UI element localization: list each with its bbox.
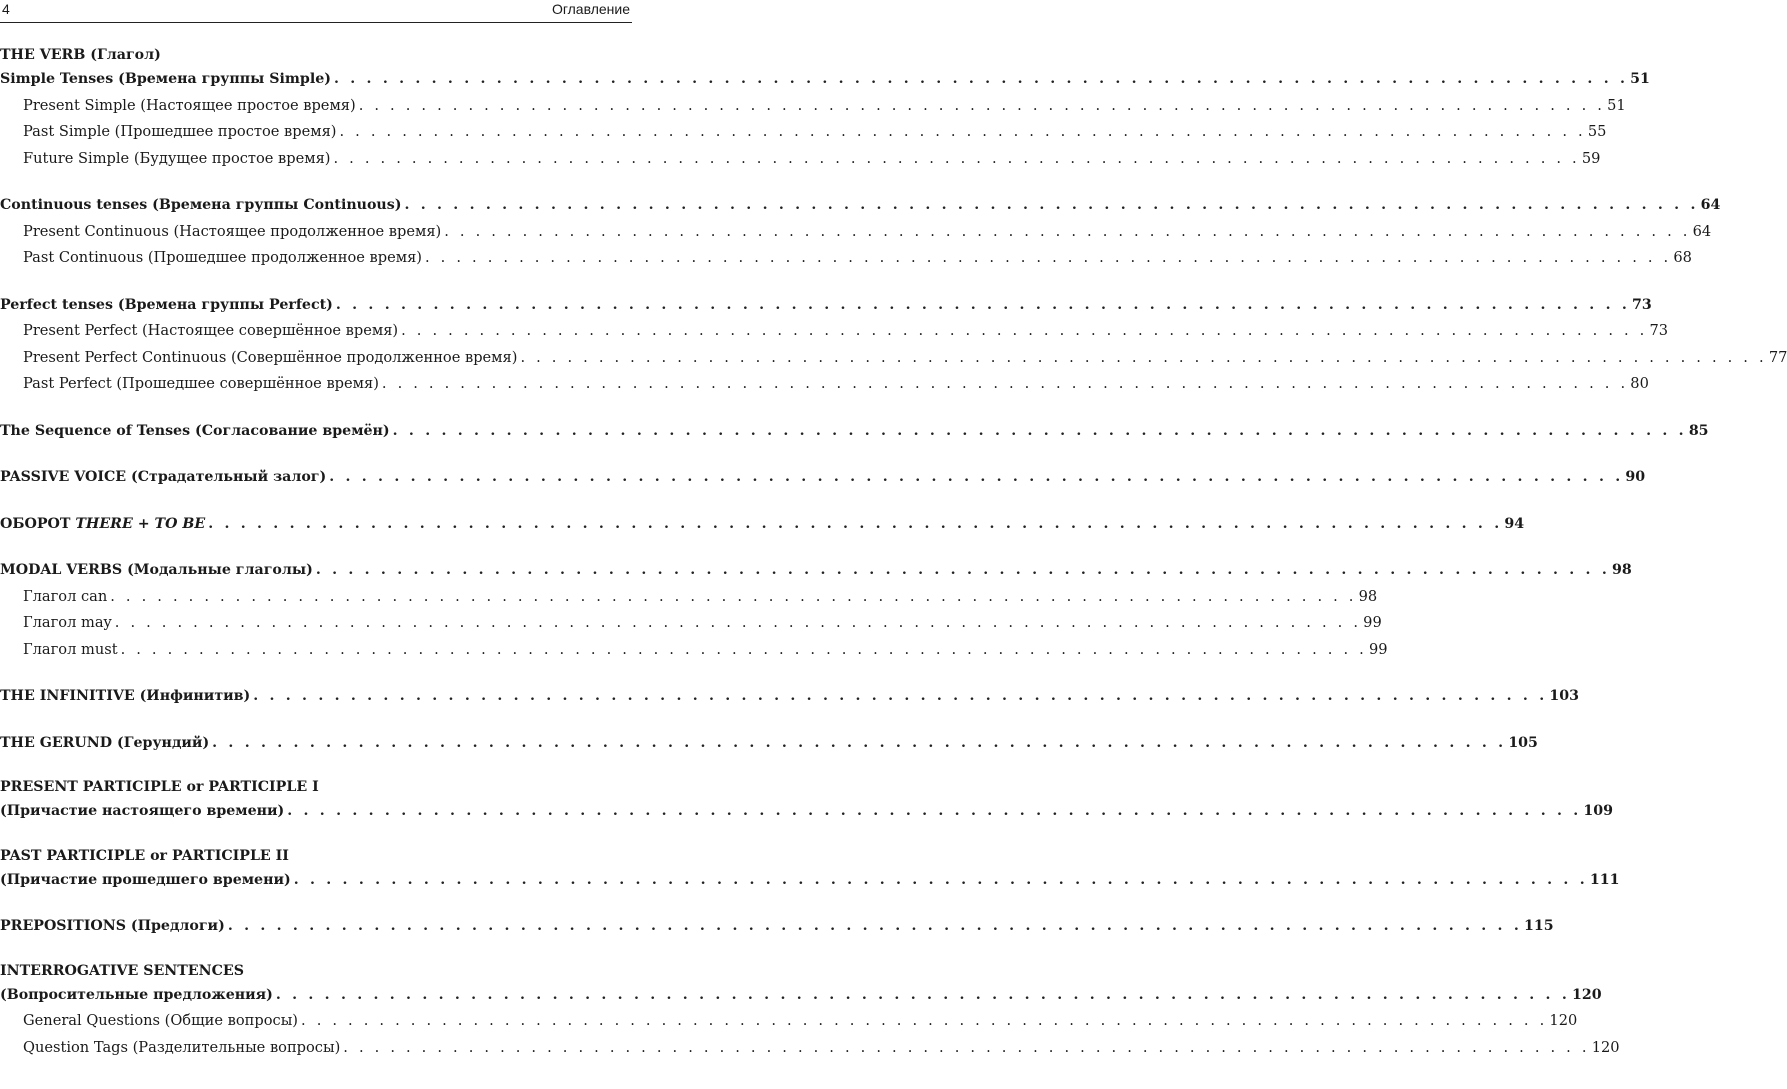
dot-leader: . . . . . . . . . . . . . . . . . . . . . . . . . . . . . . . . . . . . . . . . . . . . . . . . . . . . . . . . . . . . . . . . . . . . . . . . . . . . . . . . (208, 515, 1503, 532)
toc-entry-future-simple[interactable]: Future Simple (Будущее простое время) . . . . . . . . . . . . . . . . . . . . . . . . . . . . . . . . . . . . . . . . . . . . . . . . . . . . . . . . . . . . . . . . . . . . . . . . . . . . . . . . 59 (0, 146, 632, 173)
page-ref: 80 (1630, 375, 1649, 392)
page-ref: 111 (1589, 871, 1620, 888)
page-ref: 55 (1587, 123, 1607, 140)
dot-leader: . . . . . . . . . . . . . . . . . . . . . . . . . . . . . . . . . . . . . . . . . . . . . . . . . . . . . . . . . . . . . . . . . . . . . . . . . . . . . . . . (287, 803, 1582, 819)
dot-leader: . . . . . . . . . . . . . . . . . . . . . . . . . . . . . . . . . . . . . . . . . . . . . . . . . . . . . . . . . . . . . . . . . . . . . . . . . . . . . . . . (392, 422, 1687, 439)
page-ref: 64 (1692, 222, 1712, 240)
dot-leader: . . . . . . . . . . . . . . . . . . . . . . . . . . . . . . . . . . . . . . . . . . . . . . . . . . . . . . . . . . . . . . . . . . . . . . . . . . . . . . . . (404, 197, 1699, 213)
dot-leader: . . . . . . . . . . . . . . . . . . . . . . . . . . . . . . . . . . . . . . . . . . . . . . . . . . . . . . . . . . . . . . . . . . . . . . . . . . . . . . . . (381, 375, 1629, 392)
toc-entry-present-perfect[interactable]: Present Perfect (Настоящее совершённое время) . . . . . . . . . . . . . . . . . . . . . . . . . . . . . . . . . . . . . . . . . . . . . . . . . . . . . . . . . . . . . . . . . . . . . . . . . . . . . . . . 73 (0, 318, 632, 345)
page-ref: 77 (1768, 348, 1787, 366)
toc-entry-past-perfect[interactable]: Past Perfect (Прошедшее совершённое время) . . . . . . . . . . . . . . . . . . . . . . . . . . . . . . . . . . . . . . . . . . . . . . . . . . . . . . . . . . . . . . . . . . . . . . . . . . . . . . . . 80 (0, 371, 632, 398)
table-of-contents (0, 44, 1787, 1061)
page-ref: 103 (1549, 688, 1579, 704)
toc-heading-verb: THE VERB (Глагол) (0, 47, 161, 63)
dot-leader: . . . . . . . . . . . . . . . . . . . . . . . . . . . . . . . . . . . . . . . . . . . . . . . . . . . . . . . . . . . . . . . . . . . . . . . . . . . . . . . . (301, 1012, 1548, 1029)
dot-leader: . . . . . . . . . . . . . . . . . . . . . . . . . . . . . . . . . . . . . . . . . . . . . . . . . . . . . . . . . . . . . . . . . . . . . . . . . . . . . . . . (520, 348, 1767, 366)
toc-entry-continuous-tenses[interactable]: Continuous tenses (Времена группы Continuous) . . . . . . . . . . . . . . . . . . . . . . . . . . . . . . . . . . . . . . . . . . . . . . . . . . . . . . . . . . . . . . . . . . . . . . . . . . . . . . . . 64 (0, 192, 632, 219)
toc-entry-present-simple[interactable]: Present Simple (Настоящее простое время) . . . . . . . . . . . . . . . . . . . . . . . . . . . . . . . . . . . . . . . . . . . . . . . . . . . . . . . . . . . . . . . . . . . . . . . . . . . . . . . . 51 (0, 93, 632, 120)
toc-entry-gerund[interactable]: THE GERUND (Герундий) . . . . . . . . . . . . . . . . . . . . . . . . . . . . . . . . . . . . . . . . . . . . . . . . . . . . . . . . . . . . . . . . . . . . . . . . . . . . . . . . 105 (0, 730, 632, 757)
oborot-italic: THERE + TO BE (75, 515, 206, 532)
dot-leader: . . . . . . . . . . . . . . . . . . . . . . . . . . . . . . . . . . . . . . . . . . . . . . . . . . . . . . . . . . . . . . . . . . . . . . . . . . . . . . . . (293, 871, 1588, 888)
toc-entry-participle-two[interactable]: (Причастие прошедшего времени) . . . . . . . . . . . . . . . . . . . . . . . . . . . . . . . . . . . . . . . . . . . . . . . . . . . . . . . . . . . . . . . . . . . . . . . . . . . . . . . . 111 (0, 867, 632, 894)
dot-leader: . . . . . . . . . . . . . . . . . . . . . . . . . . . . . . . . . . . . . . . . . . . . . . . . . . . . . . . . . . . . . . . . . . . . . . . . . . . . . . . . (358, 96, 1606, 114)
toc-heading-interrogative: INTERROGATIVE SENTENCES (0, 962, 244, 979)
toc-entry-question-tags[interactable]: Question Tags (Разделительные вопросы) . . . . . . . . . . . . . . . . . . . . . . . . . . . . . . . . . . . . . . . . . . . . . . . . . . . . . . . . . . . . . . . . . . . . . . . . . . . . . . . . 120 (0, 1035, 632, 1062)
page-ref: 94 (1504, 515, 1525, 532)
toc-entry-must[interactable]: Глагол must . . . . . . . . . . . . . . . . . . . . . . . . . . . . . . . . . . . . . . . . . . . . . . . . . . . . . . . . . . . . . . . . . . . . . . . . . . . . . . . . 99 (0, 637, 632, 664)
dot-leader: . . . . . . . . . . . . . . . . . . . . . . . . . . . . . . . . . . . . . . . . . . . . . . . . . . . . . . . . . . . . . . . . . . . . . . . . . . . . . . . . (339, 123, 1586, 140)
toc-entry-prepositions[interactable]: PREPOSITIONS (Предлоги) . . . . . . . . . . . . . . . . . . . . . . . . . . . . . . . . . . . . . . . . . . . . . . . . . . . . . . . . . . . . . . . . . . . . . . . . . . . . . . . . 115 (0, 913, 632, 940)
dot-leader: . . . . . . . . . . . . . . . . . . . . . . . . . . . . . . . . . . . . . . . . . . . . . . . . . . . . . . . . . . . . . . . . . . . . . . . . . . . . . . . . (335, 296, 1631, 313)
toc-entry-past-continuous[interactable]: Past Continuous (Прошедшее продолженное время) . . . . . . . . . . . . . . . . . . . . . . . . . . . . . . . . . . . . . . . . . . . . . . . . . . . . . . . . . . . . . . . . . . . . . . . . . . . . . . . . 68 (0, 245, 632, 272)
page-ref: 90 (1625, 469, 1646, 485)
page-ref: 68 (1673, 249, 1692, 266)
toc-entry-perfect-tenses[interactable]: Perfect tenses (Времена группы Perfect) . . . . . . . . . . . . . . . . . . . . . . . . . . . . . . . . . . . . . . . . . . . . . . . . . . . . . . . . . . . . . . . . . . . . . . . . . . . . . . . . 73 (0, 292, 632, 319)
dot-leader: . . . . . . . . . . . . . . . . . . . . . . . . . . . . . . . . . . . . . . . . . . . . . . . . . . . . . . . . . . . . . . . . . . . . . . . . . . . . . . . . (275, 986, 1570, 1003)
toc-entry-can[interactable]: Глагол can . . . . . . . . . . . . . . . . . . . . . . . . . . . . . . . . . . . . . . . . . . . . . . . . . . . . . . . . . . . . . . . . . . . . . . . . . . . . . . . . 98 (0, 584, 632, 611)
page-ref: 73 (1632, 296, 1652, 313)
dot-leader: . . . . . . . . . . . . . . . . . . . . . . . . . . . . . . . . . . . . . . . . . . . . . . . . . . . . . . . . . . . . . . . . . . . . . . . . . . . . . . . . (444, 222, 1691, 240)
toc-entry-present-perfect-continuous[interactable]: Present Perfect Continuous (Совершённое продолженное время) . . . . . . . . . . . . . . . . . . . . . . . . . . . . . . . . . . . . . . . . . . . . . . . . . . . . . . . . . . . . . . . . . . . . . . . . . . . . . . . . 77 (0, 345, 632, 372)
dot-leader: . . . . . . . . . . . . . . . . . . . . . . . . . . . . . . . . . . . . . . . . . . . . . . . . . . . . . . . . . . . . . . . . . . . . . . . . . . . . . . . . (333, 71, 1629, 87)
page-ref: 85 (1688, 422, 1709, 439)
page-ref: 64 (1700, 197, 1721, 213)
page-header (0, 0, 632, 23)
page-ref: 115 (1523, 918, 1554, 934)
toc-entry-interrogative[interactable]: (Вопросительные предложения) . . . . . . . . . . . . . . . . . . . . . . . . . . . . . . . . . . . . . . . . . . . . . . . . . . . . . . . . . . . . . . . . . . . . . . . . . . . . . . . . 120 (0, 982, 632, 1009)
toc-entry-present-continuous[interactable]: Present Continuous (Настоящее продолженное время) . . . . . . . . . . . . . . . . . . . . . . . . . . . . . . . . . . . . . . . . . . . . . . . . . . . . . . . . . . . . . . . . . . . . . . . . . . . . . . . . 64 (0, 219, 632, 246)
dot-leader: . . . . . . . . . . . . . . . . . . . . . . . . . . . . . . . . . . . . . . . . . . . . . . . . . . . . . . . . . . . . . . . . . . . . . . . . . . . . . . . . (120, 640, 1367, 658)
page-ref: 98 (1611, 562, 1632, 578)
toc-entry-infinitive[interactable]: THE INFINITIVE (Инфинитив) . . . . . . . . . . . . . . . . . . . . . . . . . . . . . . . . . . . . . . . . . . . . . . . . . . . . . . . . . . . . . . . . . . . . . . . . . . . . . . . . 103 (0, 683, 632, 710)
dot-leader: . . . . . . . . . . . . . . . . . . . . . . . . . . . . . . . . . . . . . . . . . . . . . . . . . . . . . . . . . . . . . . . . . . . . . . . . . . . . . . . . (329, 469, 1624, 485)
page-ref: 105 (1508, 734, 1538, 751)
dot-leader: . . . . . . . . . . . . . . . . . . . . . . . . . . . . . . . . . . . . . . . . . . . . . . . . . . . . . . . . . . . . . . . . . . . . . . . . . . . . . . . . (401, 322, 1648, 339)
dot-leader: . . . . . . . . . . . . . . . . . . . . . . . . . . . . . . . . . . . . . . . . . . . . . . . . . . . . . . . . . . . . . . . . . . . . . . . . . . . . . . . . (343, 1038, 1590, 1056)
toc-entry-simple-tenses[interactable]: Simple Tenses (Времена группы Simple) . . . . . . . . . . . . . . . . . . . . . . . . . . . . . . . . . . . . . . . . . . . . . . . . . . . . . . . . . . . . . . . . . . . . . . . . . . . . . . . . 51 (0, 66, 632, 93)
dot-leader: . . . . . . . . . . . . . . . . . . . . . . . . . . . . . . . . . . . . . . . . . . . . . . . . . . . . . . . . . . . . . . . . . . . . . . . . . . . . . . . . (253, 688, 1548, 704)
toc-entry-modal-verbs[interactable]: MODAL VERBS (Модальные глаголы) . . . . . . . . . . . . . . . . . . . . . . . . . . . . . . . . . . . . . . . . . . . . . . . . . . . . . . . . . . . . . . . . . . . . . . . . . . . . . . . . 98 (0, 557, 632, 584)
oborot-prefix: ОБОРОТ (0, 515, 76, 532)
page-ref: 51 (1607, 96, 1626, 114)
toc-entry-passive-voice[interactable]: PASSIVE VOICE (Страдательный залог) . . . . . . . . . . . . . . . . . . . . . . . . . . . . . . . . . . . . . . . . . . . . . . . . . . . . . . . . . . . . . . . . . . . . . . . . . . . . . . . . 90 (0, 464, 632, 491)
running-title: Оглавление (551, 1, 630, 17)
page-ref: 73 (1649, 322, 1669, 339)
page-ref: 99 (1363, 614, 1382, 631)
page-ref: 109 (1583, 803, 1614, 819)
page-ref: 120 (1571, 986, 1602, 1003)
toc-entry-oborot[interactable] (0, 511, 1525, 538)
page-ref: 59 (1581, 149, 1601, 167)
dot-leader: . . . . . . . . . . . . . . . . . . . . . . . . . . . . . . . . . . . . . . . . . . . . . . . . . . . . . . . . . . . . . . . . . . . . . . . . . . . . . . . . (333, 149, 1580, 167)
dot-leader: . . . . . . . . . . . . . . . . . . . . . . . . . . . . . . . . . . . . . . . . . . . . . . . . . . . . . . . . . . . . . . . . . . . . . . . . . . . . . . . . (110, 587, 1357, 605)
page-ref: 99 (1368, 640, 1388, 658)
page-ref: 120 (1591, 1038, 1620, 1056)
toc-entry-past-simple[interactable]: Past Simple (Прошедшее простое время) . . . . . . . . . . . . . . . . . . . . . . . . . . . . . . . . . . . . . . . . . . . . . . . . . . . . . . . . . . . . . . . . . . . . . . . . . . . . . . . . 55 (0, 119, 632, 146)
toc-entry-participle-one[interactable]: (Причастие настоящего времени) . . . . . . . . . . . . . . . . . . . . . . . . . . . . . . . . . . . . . . . . . . . . . . . . . . . . . . . . . . . . . . . . . . . . . . . . . . . . . . . . 109 (0, 798, 632, 825)
page-ref: 51 (1630, 71, 1650, 87)
toc-entry-may[interactable]: Глагол may . . . . . . . . . . . . . . . . . . . . . . . . . . . . . . . . . . . . . . . . . . . . . . . . . . . . . . . . . . . . . . . . . . . . . . . . . . . . . . . . 99 (0, 610, 632, 637)
dot-leader: . . . . . . . . . . . . . . . . . . . . . . . . . . . . . . . . . . . . . . . . . . . . . . . . . . . . . . . . . . . . . . . . . . . . . . . . . . . . . . . . (212, 734, 1507, 751)
page-number: 4 (2, 1, 10, 17)
toc-heading-participle-two: PAST PARTICIPLE or PARTICIPLE II (0, 847, 289, 864)
dot-leader: . . . . . . . . . . . . . . . . . . . . . . . . . . . . . . . . . . . . . . . . . . . . . . . . . . . . . . . . . . . . . . . . . . . . . . . . . . . . . . . . (315, 562, 1610, 578)
dot-leader: . . . . . . . . . . . . . . . . . . . . . . . . . . . . . . . . . . . . . . . . . . . . . . . . . . . . . . . . . . . . . . . . . . . . . . . . . . . . . . . . (425, 249, 1672, 266)
dot-leader: . . . . . . . . . . . . . . . . . . . . . . . . . . . . . . . . . . . . . . . . . . . . . . . . . . . . . . . . . . . . . . . . . . . . . . . . . . . . . . . . (227, 918, 1522, 934)
toc-entry-general-questions[interactable]: General Questions (Общие вопросы) . . . . . . . . . . . . . . . . . . . . . . . . . . . . . . . . . . . . . . . . . . . . . . . . . . . . . . . . . . . . . . . . . . . . . . . . . . . . . . . . 120 (0, 1008, 632, 1035)
page-ref: 120 (1549, 1012, 1578, 1029)
page-ref: 98 (1358, 587, 1378, 605)
toc-heading-participle-one: PRESENT PARTICIPLE or PARTICIPLE I (0, 779, 319, 795)
dot-leader: . . . . . . . . . . . . . . . . . . . . . . . . . . . . . . . . . . . . . . . . . . . . . . . . . . . . . . . . . . . . . . . . . . . . . . . . . . . . . . . . (114, 614, 1362, 631)
toc-entry-sequence-of-tenses[interactable]: The Sequence of Tenses (Согласование времён) . . . . . . . . . . . . . . . . . . . . . . . . . . . . . . . . . . . . . . . . . . . . . . . . . . . . . . . . . . . . . . . . . . . . . . . . . . . . . . . . 85 (0, 418, 632, 445)
